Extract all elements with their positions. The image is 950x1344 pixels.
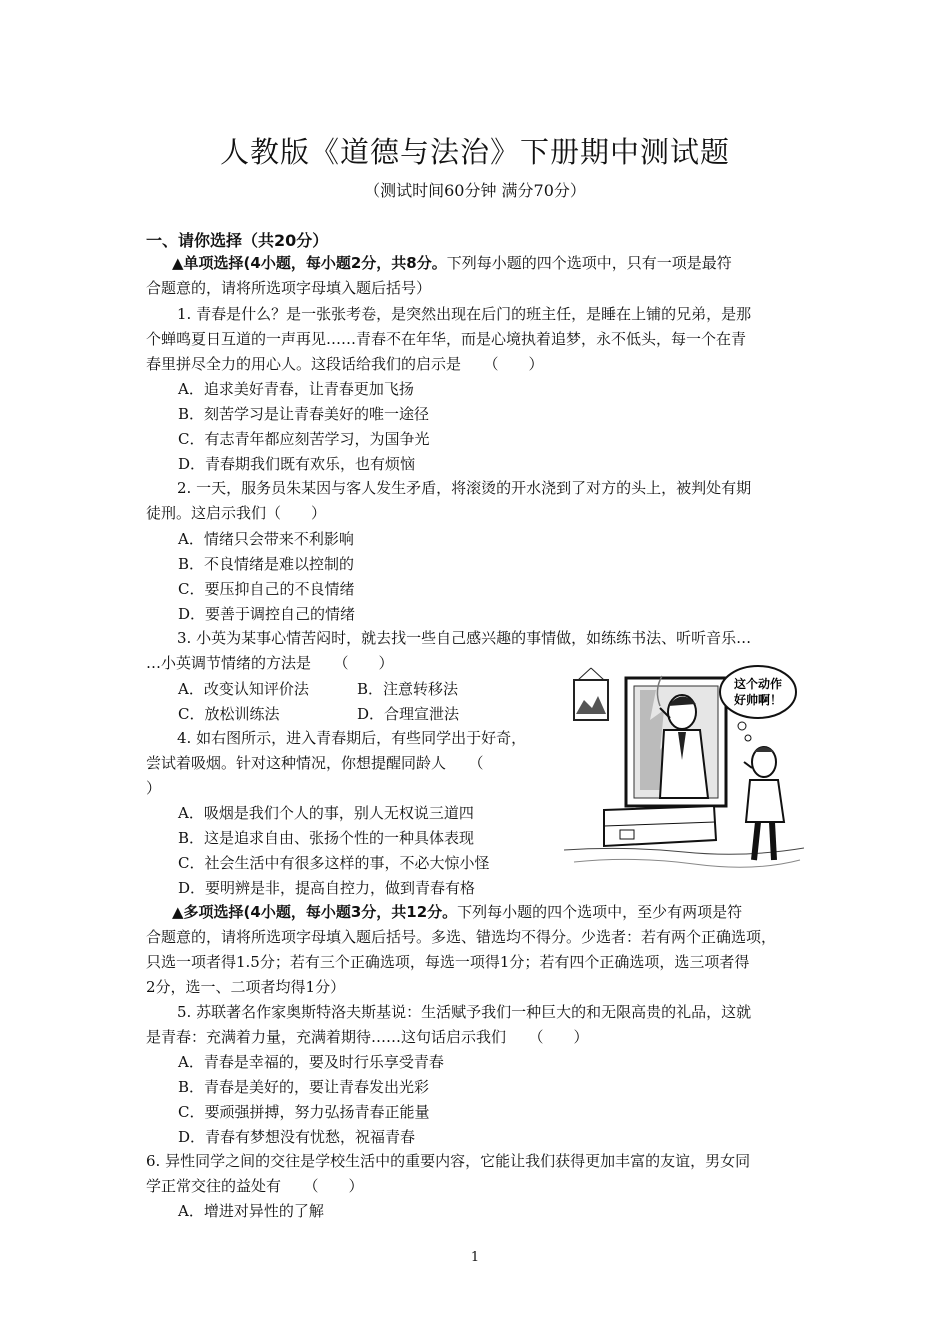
question-5-line-2: 是青春：充满着力量，充满着期待……这句话启示我们 （ ） bbox=[146, 1028, 589, 1046]
question-3-option-a: A．改变认知评价法 bbox=[178, 680, 309, 698]
multi-choice-instructions-l3: 只选一项者得1.5分；若有三个正确选项，每选一项得1分；若有四个正确选项，选三项者得 bbox=[146, 953, 750, 971]
question-4-option-a: A．吸烟是我们个人的事，别人无权说三道四 bbox=[178, 804, 474, 822]
question-6-option-a: A．增进对异性的了解 bbox=[178, 1202, 324, 1220]
question-4-option-d: D．要明辨是非，提高自控力，做到青春有格 bbox=[178, 879, 476, 897]
question-1-option-a: A．追求美好青春，让青春更加飞扬 bbox=[178, 380, 414, 398]
page-number: 1 bbox=[470, 1250, 480, 1265]
question-2-line-1: 2. 一天，服务员朱某因与客人发生矛盾，将滚烫的开水浇到了对方的头上，被判处有期 bbox=[177, 479, 752, 497]
question-4-line-2: 尝试着吸烟。针对这种情况，你想提醒同龄人 （ bbox=[146, 754, 484, 772]
multi-choice-heading: ▲多项选择(4小题，每小题3分，共12分。 bbox=[172, 903, 458, 921]
question-1-option-c: C．有志青年都应刻苦学习，为国争光 bbox=[178, 430, 430, 448]
question-5-option-c: C．要顽强拼搏，努力弘扬青春正能量 bbox=[178, 1103, 430, 1121]
single-choice-instructions bbox=[172, 251, 812, 277]
multi-choice-instructions-l4: 2分，选一、二项者均得1分） bbox=[146, 978, 346, 996]
question-1-line-2: 个蝉鸣夏日互道的一声再见……青春不在年华，而是心境执着追梦，永不低头，每一个在青 bbox=[146, 330, 747, 348]
single-choice-instructions-l2: 合题意的，请将所选项字母填入题后括号） bbox=[146, 279, 432, 297]
question-5-option-d: D．青春有梦想没有忧愁，祝福青春 bbox=[178, 1128, 416, 1146]
question-1-line-3: 春里拼尽全力的用心人。这段话给我们的启示是 （ ） bbox=[146, 355, 544, 373]
question-1-option-d: D．青春期我们既有欢乐，也有烦恼 bbox=[178, 455, 416, 473]
single-choice-heading: ▲单项选择(4小题，每小题2分，共8分。 bbox=[172, 254, 447, 272]
question-3-line-2: …小英调节情绪的方法是 （ ） bbox=[146, 654, 394, 672]
question-6-line-2: 学正常交往的益处有 （ ） bbox=[146, 1177, 364, 1195]
question-4-line-1: 4. 如右图所示，进入青春期后，有些同学出于好奇， bbox=[177, 729, 527, 747]
question-2-option-d: D．要善于调控自己的情绪 bbox=[178, 605, 356, 623]
question-3-option-b: B．注意转移法 bbox=[357, 680, 459, 698]
question-4-option-b: B．这是追求自由、张扬个性的一种具体表现 bbox=[178, 829, 475, 847]
question-2-option-b: B．不良情绪是难以控制的 bbox=[178, 555, 355, 573]
question-1-option-b: B．刻苦学习是让青春美好的唯一途径 bbox=[178, 405, 430, 423]
question-2-option-a: A．情绪只会带来不利影响 bbox=[178, 530, 354, 548]
question-1-line-1: 1. 青春是什么？是一张张考卷，是突然出现在后门的班主任，是睡在上铺的兄弟，是那 bbox=[177, 305, 752, 323]
question-5-option-b: B．青春是美好的，要让青春发出光彩 bbox=[178, 1078, 430, 1096]
section-heading: 一、请你选择（共20分） bbox=[146, 231, 329, 250]
smoking-cartoon-illustration bbox=[564, 650, 804, 872]
multi-choice-instructions bbox=[172, 900, 812, 926]
multi-choice-instructions-l2: 合题意的，请将所选项字母填入题后括号。多选、错选均不得分。少选者：若有两个正确选项， bbox=[146, 928, 777, 946]
single-choice-text: 下列每小题的四个选项中，只有一项是最符 bbox=[446, 254, 732, 272]
question-3-line-1: 3. 小英为某事心情苦闷时，就去找一些自己感兴趣的事情做，如练练书法、听听音乐… bbox=[177, 629, 752, 647]
question-4-line-3: ） bbox=[146, 779, 162, 797]
question-2-option-c: C．要压抑自己的不良情绪 bbox=[178, 580, 355, 598]
multi-choice-text: 下列每小题的四个选项中，至少有两项是符 bbox=[457, 903, 743, 921]
question-4-option-c: C．社会生活中有很多这样的事，不必大惊小怪 bbox=[178, 854, 490, 872]
exam-title: 人教版《道德与法治》下册期中测试题 bbox=[219, 135, 730, 169]
question-2-line-2: 徒刑。这启示我们（ ） bbox=[146, 504, 327, 522]
speech-bubble-line-1: 这个动作 bbox=[733, 677, 783, 691]
question-3-option-c: C．放松训练法 bbox=[178, 705, 280, 723]
question-5-line-1: 5. 苏联著名作家奥斯特洛夫斯基说：生活赋予我们一种巨大的和无限高贵的礼品，这就 bbox=[177, 1003, 752, 1021]
exam-subtitle: （测试时间60分钟 满分70分） bbox=[364, 181, 586, 200]
question-5-option-a: A．青春是幸福的，要及时行乐享受青春 bbox=[178, 1053, 444, 1071]
question-3-option-d: D．合理宣泄法 bbox=[357, 705, 460, 723]
speech-bubble-line-2: 好帅啊！ bbox=[733, 693, 783, 707]
question-6-line-1: 6. 异性同学之间的交往是学校生活中的重要内容，它能让我们获得更加丰富的友谊，男女同 bbox=[146, 1152, 751, 1170]
